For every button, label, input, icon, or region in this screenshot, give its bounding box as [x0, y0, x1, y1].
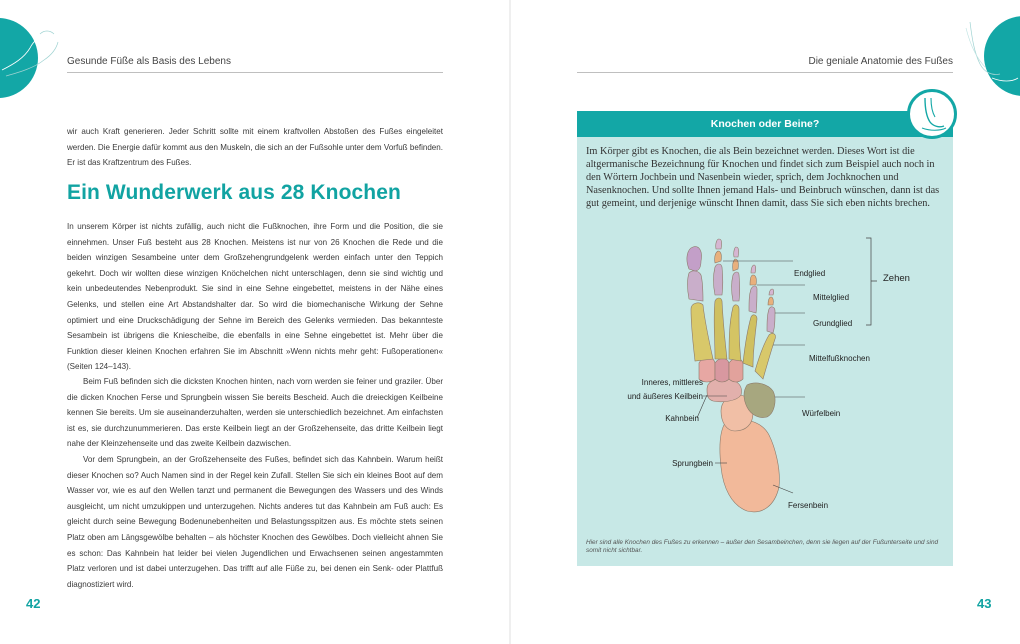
body-paragraph-2: Beim Fuß befinden sich die dicksten Knochen hinten, nach vorn werden sie feiner und graziler. Über die dicken Knochen Ferse und Sprungbein wissen Sie bereits Bescheid. Auch die dreieckigen Keilbeine kennen Sie bereits. Um sie auseinanderzuhalten, werden sie unterschiedlich bezeichnet. Am einfachsten ist es, sie durchzunummerieren. Das erste Keilbein liegt an der Großzehenseite, das dritte Keilbein liegt nahe der Kleinzehenseite und das zweite Keilbein dazwischen. [67, 377, 443, 449]
zehen-bracket [866, 238, 877, 325]
label-zehen: Zehen [883, 273, 910, 284]
label-keilbein-line2: und äußeres Keilbein [627, 392, 703, 401]
info-box-text: Im Körper gibt es Knochen, die als Bein bezeichnet werden. Dieses Wort ist die altgermanische Bezeichnung für Knochen und findet sich zum Beispiel auch noch in den Wörtern Jochbein und Nasenbein wieder, sprich, dem Jochknochen und Nasenknochen. Und sollte Ihnen jemand Hals- und Beinbruch wünschen, dann ist das gut gemeint, und derjenige wünscht Ihnen damit, dass Sie sich eben nichts brechen. [586, 146, 940, 209]
info-box-title: Knochen oder Beine? [710, 118, 820, 130]
label-kahnbein: Kahnbein [665, 414, 699, 423]
foot-sketch-icon [962, 18, 1020, 88]
label-wuerfelbein: Würfelbein [802, 409, 841, 418]
body-paragraph-3: Vor dem Sprungbein, an der Großzehenseite des Fußes, befindet sich das Kahnbein. Warum heißt dieser Knochen so? Auch Namen sind in der Regel kein Zufall. Stellen Sie sich ein kleines Boot auf dem Wasser vor, wie es auf den Wellen tanzt und permanent die Bewegungen des Wassers und des Winds ausgleicht, um nicht umzukippen und unterzugehen. Nichts anderes tut das Kahnbein am Fuß auch: Es gleicht durch seine Bewegung Bodenunebenheiten und Belastungsspitzen aus. Es möchte stets seinen Platz oben am Längsgewölbe behalten – als höchster Knochen des Gewölbes. Doch vielleicht ahnen Sie es schon: Das Kahnbein hat leider bei vielen Jugendlichen und Erwachsenen seinen angestammten Platz verloren und ist dabei unterzugehen. Das trifft auf alle Füße zu, bei denen ein Senk- oder Plattfuß diagnostiziert wird. [67, 455, 443, 589]
label-mittelfussknochen: Mittelfußknochen [809, 354, 870, 363]
label-grundglied: Grundglied [813, 319, 853, 328]
intro-paragraph: wir auch Kraft generieren. Jeder Schritt sollte mit einem kraftvollen Abstoßen des Fußes eingeleitet werden. Die Energie dafür kommt aus den Muskeln, die sich an der Fußsohle unter dem Vorfuß befinden. Er ist das Kraftzentrum des Fußes. [67, 127, 443, 168]
header-rule-right [577, 72, 953, 73]
foot-sketch-icon [0, 24, 62, 84]
running-header-right: Die geniale Anatomie des Fußes [808, 56, 953, 67]
header-rule-left [67, 72, 443, 73]
page-number-left: 42 [26, 596, 41, 611]
label-endglied: Endglied [794, 269, 826, 278]
label-mittelglied: Mittelglied [813, 293, 850, 302]
page-number-right: 43 [977, 596, 992, 611]
book-gutter [509, 0, 511, 644]
label-fersenbein: Fersenbein [788, 501, 829, 510]
leader-lines-left [577, 111, 953, 566]
figure-caption: Hier sind alle Knochen des Fußes zu erkennen – außer den Sesambeinchen, denn sie liegen auf der Fußunterseite und sind somit nicht sichtbar. [586, 539, 939, 555]
label-keilbein-line1: Inneres, mittleres [641, 378, 703, 387]
body-paragraph-1: In unserem Körper ist nichts zufällig, auch nicht die Fußknochen, ihre Form und die Position, die sie einnehmen. Unser Fuß besteht aus 28 Knochen. Meistens ist nur von 26 Knochen die Rede und die beiden winzigen Sesambeine unter dem Großzehengrundgelenk werden einfach unter den Teppich gekehrt. Doch wir wollten diese winzigen Knöchelchen nicht unterschlagen, denn sie sind wichtig und kein unbedeutendes Nebenprodukt. Sie sind in eine Sehne eingebettet, meistens in der Nähe eines Gelenks, und stellen eine Art Abstandshalter dar. So wird die biomechanische Wirkung der Sehne optimiert und eine Druckschädigung der Sehne im Bereich des Gelenks vermieden. Das bekannteste Sesambein ist übrigens die Kniescheibe, die ebenfalls in eine Sehne eingebettet ist. Mehr über die Funktion dieser kleinen Knochen erfahren Sie im Abschnitt »Wenn nichts mehr geht: Fußoperationen« (Seiten 124–143). [67, 222, 443, 372]
section-heading: Ein Wunderwerk aus 28 Knochen [67, 181, 401, 204]
running-header-left: Gesunde Füße als Basis des Lebens [67, 56, 231, 67]
info-box [577, 111, 953, 566]
label-sprungbein: Sprungbein [672, 459, 713, 468]
